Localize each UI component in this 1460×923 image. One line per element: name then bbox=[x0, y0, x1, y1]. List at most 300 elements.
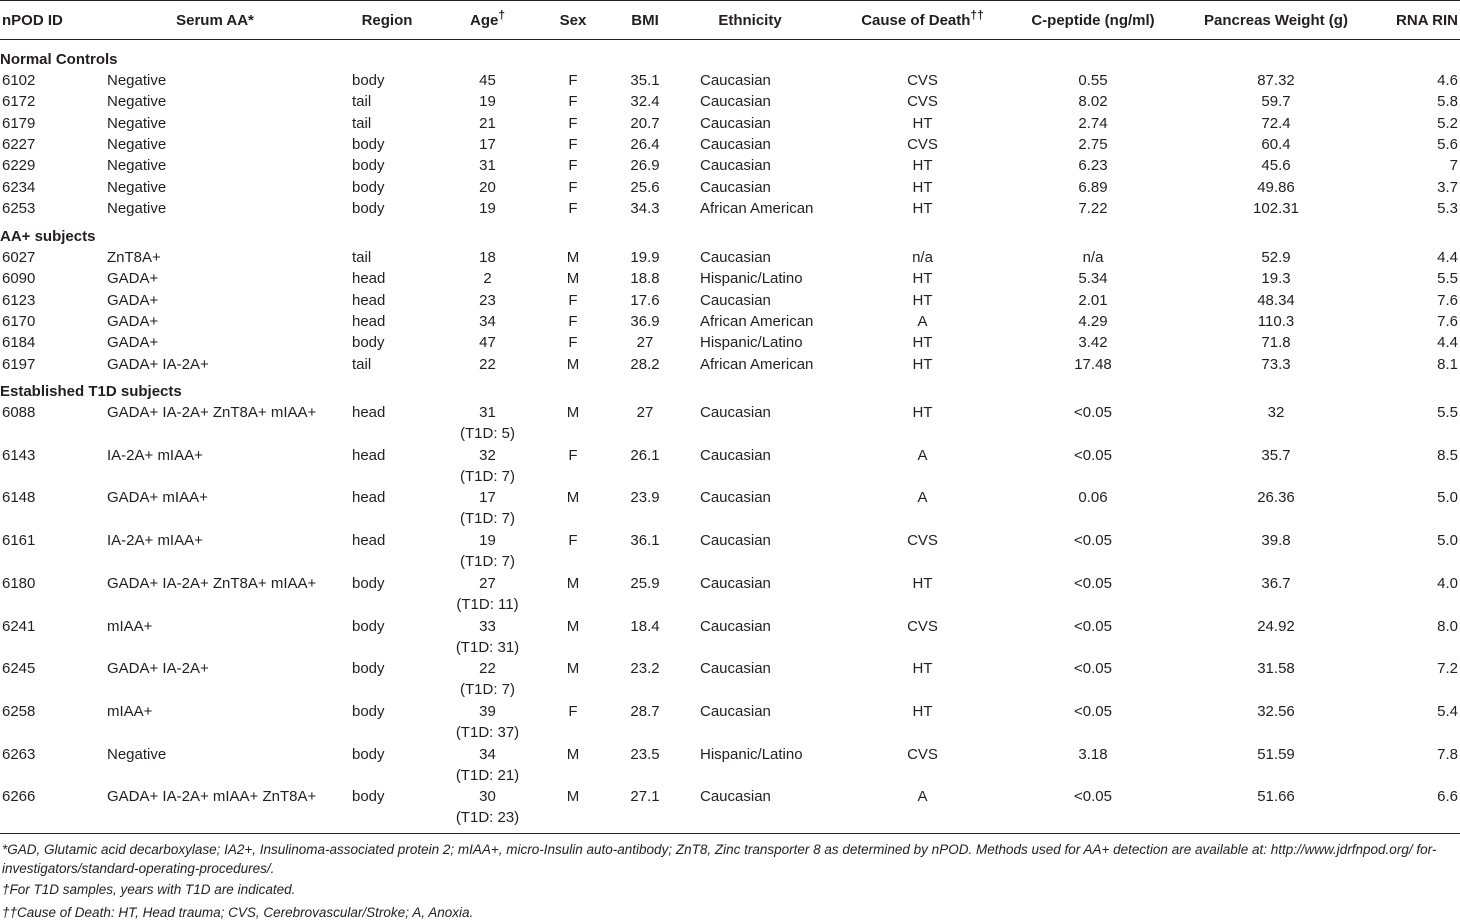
table-row bbox=[0, 268, 1460, 289]
cell-ethnicity: African American bbox=[700, 312, 814, 330]
cell-t1d-duration: (T1D: 23) bbox=[455, 809, 520, 827]
cell-npod-id: 6258 bbox=[2, 702, 36, 720]
cell-ethnicity: Caucasian bbox=[700, 702, 771, 720]
cell-age: 31 bbox=[479, 157, 496, 175]
cell-cause-of-death: HT bbox=[912, 114, 933, 132]
column-header-pancreas-weight bbox=[1180, 10, 1372, 31]
cell-c-peptide: <0.05 bbox=[1074, 617, 1112, 635]
cell-rna-rin: 5.5 bbox=[1437, 404, 1458, 421]
table-row bbox=[0, 70, 1460, 91]
cell-region: body bbox=[352, 178, 385, 196]
cell-c-peptide: 17.48 bbox=[1074, 355, 1112, 373]
cell-ethnicity: Caucasian bbox=[700, 532, 771, 550]
cell-pancreas-weight: 71.8 bbox=[1261, 334, 1291, 352]
cell-ethnicity: Caucasian bbox=[700, 114, 771, 132]
cell-pancreas-weight: 87.32 bbox=[1257, 72, 1295, 89]
cell-serum-aa: GADA+ bbox=[107, 334, 159, 352]
cell-pancreas-weight: 45.6 bbox=[1261, 157, 1291, 175]
cell-bmi: 17.6 bbox=[630, 291, 660, 309]
cell-npod-id: 6241 bbox=[2, 617, 36, 635]
cell-npod-id: 6161 bbox=[2, 532, 36, 550]
cell-sex: F bbox=[568, 291, 578, 309]
cell-c-peptide: 0.06 bbox=[1078, 489, 1108, 507]
table-row bbox=[0, 487, 1460, 528]
cell-sex: F bbox=[568, 199, 578, 217]
cell-pancreas-weight: 49.86 bbox=[1257, 178, 1295, 196]
cell-c-peptide: 3.18 bbox=[1078, 745, 1108, 763]
cell-npod-id: 6148 bbox=[2, 489, 36, 507]
cell-age: 17 bbox=[479, 489, 496, 507]
cell-npod-id: 6123 bbox=[2, 291, 36, 309]
table-row bbox=[0, 198, 1460, 219]
cell-sex: M bbox=[566, 660, 580, 678]
cell-c-peptide: 8.02 bbox=[1078, 93, 1108, 111]
table-row bbox=[0, 155, 1460, 176]
column-header-cause-of-death bbox=[840, 10, 1005, 31]
cell-cause-of-death: A bbox=[917, 788, 928, 806]
table-header-rule bbox=[0, 39, 1460, 40]
cell-region: tail bbox=[352, 114, 372, 132]
cell-serum-aa: mIAA+ bbox=[107, 702, 153, 720]
cell-cause-of-death: HT bbox=[912, 291, 933, 309]
cell-cause-of-death: CVS bbox=[907, 745, 938, 763]
column-header-label: Region bbox=[361, 12, 413, 29]
cell-region: head bbox=[352, 532, 386, 550]
column-header-label: nPOD ID bbox=[2, 12, 63, 29]
footnote: ††Cause of Death: HT, Head trauma; CVS, Cerebrovascular/Stroke; A, Anoxia. bbox=[2, 905, 474, 920]
table-row bbox=[0, 332, 1460, 353]
cell-age: 23 bbox=[479, 291, 496, 309]
cell-cause-of-death: HT bbox=[912, 404, 933, 421]
cell-sex: F bbox=[568, 178, 578, 196]
cell-bmi: 28.7 bbox=[630, 702, 660, 720]
cell-cause-of-death: HT bbox=[912, 702, 933, 720]
cell-t1d-duration: (T1D: 7) bbox=[459, 510, 515, 528]
cell-age: 33 bbox=[479, 617, 496, 635]
cell-c-peptide: <0.05 bbox=[1074, 446, 1112, 464]
cell-t1d-duration: (T1D: 37) bbox=[455, 723, 520, 741]
cell-region: body bbox=[352, 660, 385, 678]
column-header-footnote-mark: † bbox=[498, 8, 506, 22]
cell-serum-aa: IA-2A+ mIAA+ bbox=[107, 532, 203, 550]
table-row bbox=[0, 616, 1460, 656]
cell-bmi: 23.9 bbox=[630, 489, 660, 507]
cell-bmi: 23.2 bbox=[630, 660, 660, 678]
cell-region: body bbox=[352, 199, 385, 217]
cell-c-peptide: 3.42 bbox=[1078, 334, 1108, 352]
cell-region: body bbox=[352, 135, 385, 153]
cell-age: 20 bbox=[479, 178, 496, 196]
column-header-label: Sex bbox=[559, 12, 587, 29]
cell-sex: F bbox=[568, 702, 578, 720]
cell-rna-rin: 4.6 bbox=[1437, 72, 1458, 89]
cell-c-peptide: 2.01 bbox=[1078, 291, 1108, 309]
cell-serum-aa: mIAA+ bbox=[107, 617, 153, 635]
cell-npod-id: 6143 bbox=[2, 446, 36, 464]
cell-rna-rin: 4.0 bbox=[1437, 574, 1458, 592]
cell-pancreas-weight: 48.34 bbox=[1257, 291, 1295, 309]
cell-rna-rin: 8.0 bbox=[1437, 617, 1458, 635]
cell-ethnicity: Caucasian bbox=[700, 291, 771, 309]
cell-age: 19 bbox=[479, 199, 496, 217]
cell-pancreas-weight: 24.92 bbox=[1257, 617, 1295, 635]
cell-sex: F bbox=[568, 135, 578, 153]
cell-rna-rin: 5.2 bbox=[1437, 114, 1458, 132]
cell-serum-aa: GADA+ IA-2A+ mIAA+ ZnT8A+ bbox=[107, 788, 317, 806]
cell-npod-id: 6090 bbox=[2, 270, 36, 288]
cell-pancreas-weight: 26.36 bbox=[1257, 489, 1295, 507]
cell-ethnicity: Hispanic/Latino bbox=[700, 270, 803, 288]
table-header-row bbox=[0, 10, 1460, 31]
column-header-ethnicity bbox=[680, 10, 820, 31]
cell-sex: F bbox=[568, 72, 578, 89]
cell-npod-id: 6266 bbox=[2, 788, 36, 806]
cell-npod-id: 6229 bbox=[2, 157, 36, 175]
cell-pancreas-weight: 51.66 bbox=[1257, 788, 1295, 806]
column-header-age bbox=[435, 10, 540, 31]
cell-c-peptide: <0.05 bbox=[1074, 532, 1112, 550]
cell-bmi: 28.2 bbox=[630, 355, 660, 373]
footnote: *GAD, Glutamic acid decarboxylase; IA2+, Insulinoma-associated protein 2; mIAA+, micro-Insulin auto-antibody; ZnT8, Zinc transporter 8 as determined by nPOD. Methods used for AA+ detection are available at: http://www.jdrfnpod.org/ for-investigators/standard-operating-procedures/. bbox=[2, 842, 1437, 876]
cell-bmi: 26.9 bbox=[630, 157, 660, 175]
cell-bmi: 27 bbox=[636, 404, 654, 421]
cell-region: tail bbox=[352, 355, 372, 373]
cell-region: head bbox=[352, 446, 386, 464]
cell-cause-of-death: A bbox=[917, 489, 928, 507]
cell-c-peptide: 7.22 bbox=[1078, 199, 1108, 217]
cell-npod-id: 6253 bbox=[2, 199, 36, 217]
cell-serum-aa: Negative bbox=[107, 72, 167, 89]
cell-bmi: 34.3 bbox=[630, 199, 660, 217]
cell-bmi: 27 bbox=[636, 334, 654, 352]
cell-region: body bbox=[352, 617, 385, 635]
table-row bbox=[0, 113, 1460, 134]
cell-ethnicity: Caucasian bbox=[700, 446, 771, 464]
cell-cause-of-death: n/a bbox=[912, 249, 933, 266]
cell-age: 17 bbox=[479, 135, 496, 153]
cell-npod-id: 6027 bbox=[2, 249, 36, 266]
cell-npod-id: 6197 bbox=[2, 355, 36, 373]
cell-region: head bbox=[352, 291, 386, 309]
cell-rna-rin: 5.0 bbox=[1437, 489, 1458, 507]
cell-region: body bbox=[352, 574, 385, 592]
cell-pancreas-weight: 19.3 bbox=[1261, 270, 1291, 288]
cell-sex: M bbox=[566, 745, 580, 763]
table-row bbox=[0, 786, 1460, 827]
cell-rna-rin: 5.8 bbox=[1437, 93, 1458, 111]
cell-cause-of-death: HT bbox=[912, 355, 933, 373]
table-row bbox=[0, 701, 1460, 741]
table-row bbox=[0, 530, 1460, 571]
cell-serum-aa: GADA+ bbox=[107, 270, 159, 288]
table-top-rule bbox=[0, 0, 1460, 1]
table-row bbox=[0, 290, 1460, 311]
cell-ethnicity: Caucasian bbox=[700, 489, 771, 507]
cell-c-peptide: <0.05 bbox=[1074, 574, 1112, 592]
cell-cause-of-death: HT bbox=[912, 334, 933, 352]
cell-pancreas-weight: 60.4 bbox=[1261, 135, 1291, 153]
cell-c-peptide: 4.29 bbox=[1078, 312, 1108, 330]
cell-rna-rin: 6.6 bbox=[1437, 788, 1458, 806]
cell-age: 19 bbox=[479, 93, 496, 111]
cell-rna-rin: 7.2 bbox=[1437, 660, 1458, 678]
cell-bmi: 25.9 bbox=[630, 574, 660, 592]
cell-ethnicity: Caucasian bbox=[700, 93, 771, 111]
cell-rna-rin: 7 bbox=[1449, 157, 1458, 175]
cell-region: body bbox=[352, 745, 385, 763]
cell-bmi: 36.9 bbox=[630, 312, 660, 330]
cell-rna-rin: 8.5 bbox=[1437, 446, 1458, 464]
cell-sex: M bbox=[566, 249, 580, 266]
cell-age: 30 bbox=[479, 788, 496, 806]
cell-rna-rin: 4.4 bbox=[1437, 334, 1458, 352]
cell-sex: F bbox=[568, 114, 578, 132]
cell-pancreas-weight: 35.7 bbox=[1261, 446, 1291, 464]
cell-sex: F bbox=[568, 312, 578, 330]
cell-age: 32 bbox=[479, 446, 496, 464]
cell-ethnicity: African American bbox=[700, 199, 814, 217]
cell-c-peptide: <0.05 bbox=[1074, 404, 1112, 421]
cell-serum-aa: GADA+ mIAA+ bbox=[107, 489, 208, 507]
cell-npod-id: 6184 bbox=[2, 334, 36, 352]
cell-region: head bbox=[352, 270, 386, 288]
cell-age: 47 bbox=[479, 334, 496, 352]
table-row bbox=[0, 658, 1460, 699]
cell-t1d-duration: (T1D: 5) bbox=[459, 425, 515, 442]
cell-c-peptide: <0.05 bbox=[1074, 788, 1112, 806]
cell-sex: F bbox=[568, 532, 578, 550]
column-header-label: Age bbox=[469, 12, 499, 29]
cell-rna-rin: 5.6 bbox=[1437, 135, 1458, 153]
cell-bmi: 25.6 bbox=[630, 178, 660, 196]
cell-ethnicity: Hispanic/Latino bbox=[700, 745, 803, 763]
cell-cause-of-death: HT bbox=[912, 199, 933, 217]
cell-pancreas-weight: 59.7 bbox=[1261, 93, 1291, 111]
cell-region: tail bbox=[352, 93, 372, 111]
cell-serum-aa: IA-2A+ mIAA+ bbox=[107, 446, 203, 464]
table-row bbox=[0, 247, 1460, 268]
column-header-label: Serum AA* bbox=[176, 12, 254, 29]
cell-cause-of-death: CVS bbox=[907, 72, 938, 89]
cell-bmi: 26.4 bbox=[630, 135, 660, 153]
cell-sex: F bbox=[568, 446, 578, 464]
cell-ethnicity: Caucasian bbox=[700, 574, 771, 592]
cell-rna-rin: 5.4 bbox=[1437, 702, 1458, 720]
cell-npod-id: 6172 bbox=[2, 93, 36, 111]
cell-cause-of-death: A bbox=[917, 312, 928, 330]
cell-serum-aa: ZnT8A+ bbox=[107, 249, 161, 266]
cell-sex: M bbox=[566, 489, 580, 507]
cell-pancreas-weight: 73.3 bbox=[1261, 355, 1291, 373]
cell-npod-id: 6263 bbox=[2, 745, 36, 763]
cell-bmi: 27.1 bbox=[630, 788, 660, 806]
cell-age: 39 bbox=[479, 702, 496, 720]
column-header-label: C-peptide (ng/ml) bbox=[1031, 12, 1155, 29]
cell-age: 19 bbox=[479, 532, 496, 550]
table-row bbox=[0, 402, 1460, 442]
cell-pancreas-weight: 31.58 bbox=[1257, 660, 1295, 678]
cell-region: head bbox=[352, 312, 386, 330]
cell-rna-rin: 5.5 bbox=[1437, 270, 1458, 288]
cell-c-peptide: <0.05 bbox=[1074, 660, 1112, 678]
cell-t1d-duration: (T1D: 7) bbox=[459, 681, 515, 699]
cell-rna-rin: 7.6 bbox=[1437, 291, 1458, 309]
cell-ethnicity: Caucasian bbox=[700, 788, 771, 806]
column-header-label: RNA RIN bbox=[1396, 12, 1458, 29]
cell-serum-aa: Negative bbox=[107, 157, 167, 175]
cell-bmi: 36.1 bbox=[630, 532, 660, 550]
cell-bmi: 18.8 bbox=[630, 270, 660, 288]
table-row bbox=[0, 744, 1460, 784]
cell-bmi: 35.1 bbox=[630, 72, 660, 89]
cell-rna-rin: 8.1 bbox=[1437, 355, 1458, 373]
cell-t1d-duration: (T1D: 11) bbox=[456, 595, 519, 613]
cell-npod-id: 6227 bbox=[2, 135, 36, 153]
cell-npod-id: 6170 bbox=[2, 312, 36, 330]
cell-rna-rin: 4.4 bbox=[1437, 249, 1458, 266]
cell-c-peptide: 5.34 bbox=[1078, 270, 1108, 288]
cell-sex: F bbox=[568, 334, 578, 352]
column-header-footnote-mark: †† bbox=[970, 8, 984, 22]
cell-cause-of-death: HT bbox=[912, 178, 933, 196]
cell-rna-rin: 5.3 bbox=[1437, 199, 1458, 217]
cell-ethnicity: Caucasian bbox=[700, 135, 771, 153]
cell-ethnicity: Caucasian bbox=[700, 72, 771, 89]
cell-age: 31 bbox=[479, 404, 496, 421]
cell-t1d-duration: (T1D: 31) bbox=[455, 638, 520, 656]
cell-ethnicity: Caucasian bbox=[700, 249, 771, 266]
cell-region: body bbox=[352, 334, 385, 352]
cell-pancreas-weight: 51.59 bbox=[1257, 745, 1295, 763]
table-row bbox=[0, 91, 1460, 112]
cell-ethnicity: Caucasian bbox=[700, 157, 771, 175]
column-header-npod-id bbox=[2, 10, 92, 31]
cell-pancreas-weight: 32.56 bbox=[1257, 702, 1295, 720]
footnote: †For T1D samples, years with T1D are indicated. bbox=[2, 882, 296, 897]
cell-serum-aa: Negative bbox=[107, 199, 167, 217]
cell-ethnicity: African American bbox=[700, 355, 814, 373]
cell-pancreas-weight: 102.31 bbox=[1253, 199, 1299, 217]
cell-serum-aa: GADA+ IA-2A+ ZnT8A+ mIAA+ bbox=[107, 574, 317, 592]
cell-cause-of-death: CVS bbox=[907, 135, 938, 153]
section-title: Normal Controls bbox=[0, 51, 118, 68]
cell-cause-of-death: HT bbox=[912, 157, 933, 175]
section-title: Established T1D subjects bbox=[0, 383, 182, 400]
cell-npod-id: 6180 bbox=[2, 574, 36, 592]
cell-ethnicity: Caucasian bbox=[700, 178, 771, 196]
cell-age: 2 bbox=[483, 270, 492, 288]
cell-rna-rin: 3.7 bbox=[1437, 178, 1458, 196]
cell-age: 22 bbox=[479, 660, 496, 678]
cell-serum-aa: Negative bbox=[107, 114, 167, 132]
cell-t1d-duration: (T1D: 7) bbox=[459, 467, 515, 485]
cell-age: 34 bbox=[479, 312, 496, 330]
cell-serum-aa: Negative bbox=[107, 178, 167, 196]
table-row bbox=[0, 311, 1460, 332]
cell-age: 34 bbox=[479, 745, 496, 763]
cell-npod-id: 6102 bbox=[2, 72, 36, 89]
cell-rna-rin: 5.0 bbox=[1437, 532, 1458, 550]
cell-bmi: 20.7 bbox=[630, 114, 660, 132]
cell-serum-aa: Negative bbox=[107, 93, 167, 111]
cell-cause-of-death: HT bbox=[912, 574, 933, 592]
cell-serum-aa: Negative bbox=[107, 135, 167, 153]
cell-age: 21 bbox=[479, 114, 496, 132]
cell-ethnicity: Caucasian bbox=[700, 660, 771, 678]
cell-t1d-duration: (T1D: 7) bbox=[459, 553, 515, 571]
cell-c-peptide: <0.05 bbox=[1074, 702, 1112, 720]
cell-sex: M bbox=[566, 270, 580, 288]
table-row bbox=[0, 354, 1460, 375]
cell-bmi: 26.1 bbox=[630, 446, 660, 464]
cell-serum-aa: GADA+ IA-2A+ bbox=[107, 660, 209, 678]
cell-region: body bbox=[352, 157, 385, 175]
column-header-region bbox=[352, 10, 422, 31]
cell-serum-aa: GADA+ IA-2A+ bbox=[107, 355, 209, 373]
column-header-label: Pancreas Weight (g) bbox=[1204, 12, 1348, 29]
cell-t1d-duration: (T1D: 21) bbox=[455, 766, 520, 784]
column-header-c-peptide bbox=[1018, 10, 1168, 31]
cell-pancreas-weight: 32 bbox=[1267, 404, 1285, 421]
cell-region: tail bbox=[352, 249, 372, 266]
cell-serum-aa: Negative bbox=[107, 745, 167, 763]
cell-rna-rin: 7.8 bbox=[1437, 745, 1458, 763]
cell-pancreas-weight: 72.4 bbox=[1261, 114, 1291, 132]
cell-pancreas-weight: 110.3 bbox=[1257, 312, 1295, 330]
cell-age: 27 bbox=[479, 574, 496, 592]
cell-serum-aa: GADA+ IA-2A+ ZnT8A+ mIAA+ bbox=[107, 404, 317, 421]
cell-serum-aa: GADA+ bbox=[107, 291, 159, 309]
cell-c-peptide: 2.74 bbox=[1078, 114, 1108, 132]
cell-ethnicity: Hispanic/Latino bbox=[700, 334, 803, 352]
cell-region: head bbox=[352, 489, 386, 507]
cell-c-peptide: 6.23 bbox=[1078, 157, 1108, 175]
cell-sex: M bbox=[566, 574, 580, 592]
table-row bbox=[0, 177, 1460, 198]
column-header-label: BMI bbox=[631, 12, 659, 29]
cell-sex: F bbox=[568, 93, 578, 111]
cell-bmi: 32.4 bbox=[630, 93, 660, 111]
table-bottom-rule bbox=[0, 833, 1460, 834]
cell-sex: M bbox=[566, 355, 580, 373]
cell-npod-id: 6088 bbox=[2, 404, 36, 421]
cell-ethnicity: Caucasian bbox=[700, 617, 771, 635]
cell-pancreas-weight: 52.9 bbox=[1261, 249, 1291, 266]
cell-pancreas-weight: 39.8 bbox=[1261, 532, 1291, 550]
cell-region: body bbox=[352, 788, 385, 806]
cell-cause-of-death: HT bbox=[912, 270, 933, 288]
cell-cause-of-death: CVS bbox=[907, 617, 938, 635]
cell-cause-of-death: CVS bbox=[907, 93, 938, 111]
column-header-label: Cause of Death bbox=[861, 12, 971, 29]
column-header-bmi bbox=[615, 10, 675, 31]
cell-rna-rin: 7.6 bbox=[1437, 312, 1458, 330]
cell-bmi: 19.9 bbox=[630, 249, 660, 266]
column-header-serum-aa bbox=[130, 10, 300, 31]
cell-region: body bbox=[352, 702, 385, 720]
cell-sex: M bbox=[566, 788, 580, 806]
cell-sex: F bbox=[568, 157, 578, 175]
cell-bmi: 18.4 bbox=[630, 617, 660, 635]
cell-c-peptide: n/a bbox=[1082, 249, 1104, 266]
cell-c-peptide: 0.55 bbox=[1078, 72, 1108, 89]
cell-age: 22 bbox=[479, 355, 496, 373]
cell-region: body bbox=[352, 72, 385, 89]
cell-cause-of-death: HT bbox=[912, 660, 933, 678]
cell-age: 18 bbox=[479, 249, 496, 266]
cell-pancreas-weight: 36.7 bbox=[1261, 574, 1291, 592]
column-header-rna-rin bbox=[1375, 10, 1458, 31]
